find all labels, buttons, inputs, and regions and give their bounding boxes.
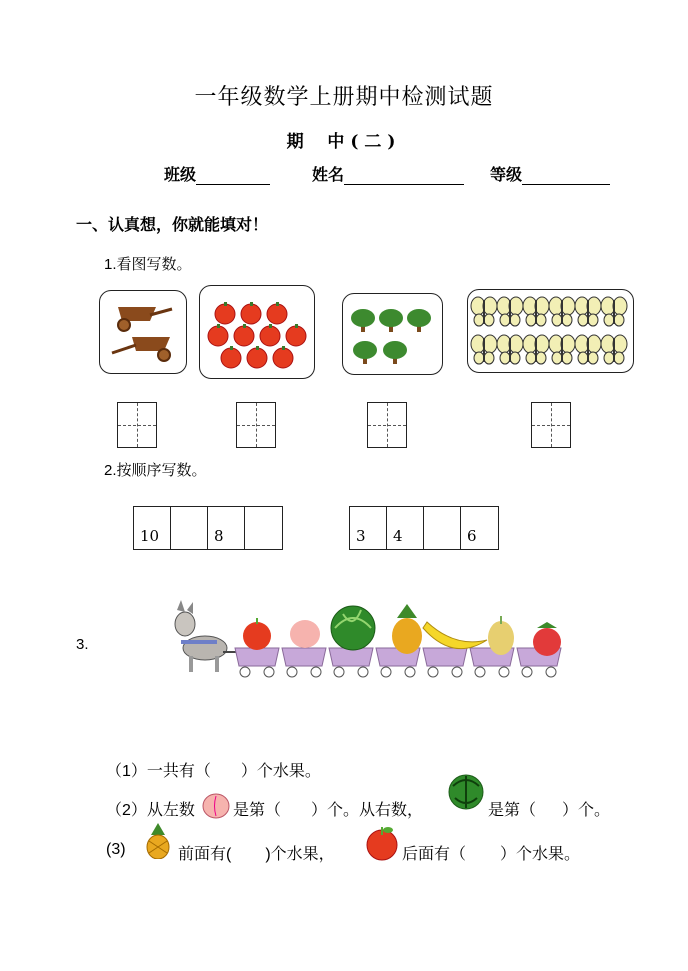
butterfly-panel [467, 289, 634, 373]
sub2-part-c: ）个。从右数， [311, 802, 424, 819]
sub-question-3 [106, 841, 126, 859]
sub3-part-b: 前面有( [178, 846, 232, 863]
sub3-part-d: 后面有（ [402, 846, 467, 863]
seq1-cell-3[interactable]: 8 [208, 507, 245, 549]
section-heading: 一、认真想，你就能填对！ [76, 215, 269, 234]
tomato-icon [247, 348, 267, 368]
butterfly-icon [601, 297, 627, 326]
class-blank[interactable] [196, 166, 270, 185]
subtitle-left: 期 [286, 132, 310, 152]
fruit-train [165, 600, 589, 688]
answer-box-1[interactable] [117, 402, 157, 448]
sub3-part-a: (3) [106, 841, 126, 858]
butterfly-group-icon [468, 290, 633, 372]
sub2-part-e: ）个。 [562, 802, 611, 819]
question-2: 2.按顺序写数。 [104, 462, 207, 479]
wheelbarrow-icon [100, 291, 186, 373]
sub-question-2b [233, 797, 423, 820]
fruit-train-icon [165, 600, 589, 688]
butterfly-icon [471, 335, 497, 364]
train-cart-icon [282, 648, 326, 677]
answer-box-4[interactable] [531, 402, 571, 448]
butterfly-icon [523, 335, 549, 364]
sub-question-2c [488, 797, 610, 820]
tomato-icon [267, 304, 287, 324]
sub-question-3c [402, 841, 580, 864]
butterfly-icon [601, 335, 627, 364]
sub-question-2 [106, 797, 195, 820]
tree-icon [353, 341, 377, 359]
subtitle-right: 中(二) [327, 132, 402, 152]
train-cart-icon [423, 648, 467, 677]
apple-icon [364, 823, 400, 861]
seq2-cell-4[interactable]: 6 [467, 527, 477, 545]
wheelbarrow-panel [99, 290, 187, 374]
tomato-icon [234, 326, 254, 346]
answer-box-2[interactable] [236, 402, 276, 448]
seq1-cell-1[interactable]: 10 [134, 507, 171, 549]
page-subtitle [0, 127, 688, 152]
butterfly-icon [471, 297, 497, 326]
grade-label: 等级 [490, 165, 523, 184]
train-cart-icon [235, 648, 279, 677]
butterfly-icon [575, 297, 601, 326]
tree-panel [342, 293, 443, 375]
sub2-part-b: 是第（ [233, 802, 282, 819]
tomato-icon [241, 304, 261, 324]
train-cart-icon [329, 648, 373, 677]
sub1-part-a: （1）一共有（ [106, 763, 211, 780]
peach-icon [201, 790, 231, 820]
tomato-icon [215, 304, 235, 324]
seq2-cell-1[interactable]: 3 [350, 507, 387, 549]
pineapple-icon [143, 823, 173, 859]
sub3-part-c: )个水果， [265, 846, 335, 863]
page-title: 一年级数学上册期中检测试题 [194, 85, 494, 110]
sub3-part-e: ）个水果。 [500, 846, 581, 863]
sub-question-3b [178, 841, 335, 864]
train-cart-icon [376, 648, 420, 677]
tree-group-icon [343, 294, 442, 374]
sequence-boxes-1 [133, 506, 283, 550]
seq1-cell-2[interactable] [171, 507, 208, 549]
seq1-cell-4[interactable] [245, 507, 282, 549]
butterfly-icon [575, 335, 601, 364]
name-field [312, 162, 464, 185]
tree-icon [407, 309, 431, 327]
class-label: 班级 [164, 165, 197, 184]
grade-field [490, 162, 610, 185]
seq2-cell-2[interactable]: 4 [387, 507, 424, 549]
donkey-icon [175, 600, 227, 672]
butterfly-icon [549, 335, 575, 364]
tree-icon [379, 309, 403, 327]
answer-box-3[interactable] [367, 402, 407, 448]
sub-question-1 [106, 758, 321, 781]
tomato-icon [208, 326, 228, 346]
butterfly-icon [523, 297, 549, 326]
butterfly-icon [497, 297, 523, 326]
sequence-boxes-2 [349, 506, 499, 550]
question-3: 3. [76, 636, 89, 653]
butterfly-icon [549, 297, 575, 326]
class-field [164, 162, 270, 185]
tomato-icon [273, 348, 293, 368]
tomato-panel [199, 285, 315, 379]
tomato-icon [286, 326, 306, 346]
sub2-part-d: 是第（ [488, 802, 537, 819]
question-1: 1.看图写数。 [104, 256, 192, 273]
tomato-group-icon [200, 286, 314, 378]
sub2-part-a: （2）从左数 [106, 802, 195, 819]
tomato-icon [221, 348, 241, 368]
butterfly-icon [497, 335, 523, 364]
seq2-cell-3[interactable] [424, 507, 461, 549]
watermelon-icon [447, 772, 485, 812]
name-label: 姓名 [312, 165, 345, 184]
tomato-icon [260, 326, 280, 346]
tree-icon [383, 341, 407, 359]
name-blank[interactable] [344, 166, 464, 185]
sub1-part-b: ）个水果。 [240, 763, 321, 780]
tree-icon [351, 309, 375, 327]
grade-blank[interactable] [522, 166, 610, 185]
